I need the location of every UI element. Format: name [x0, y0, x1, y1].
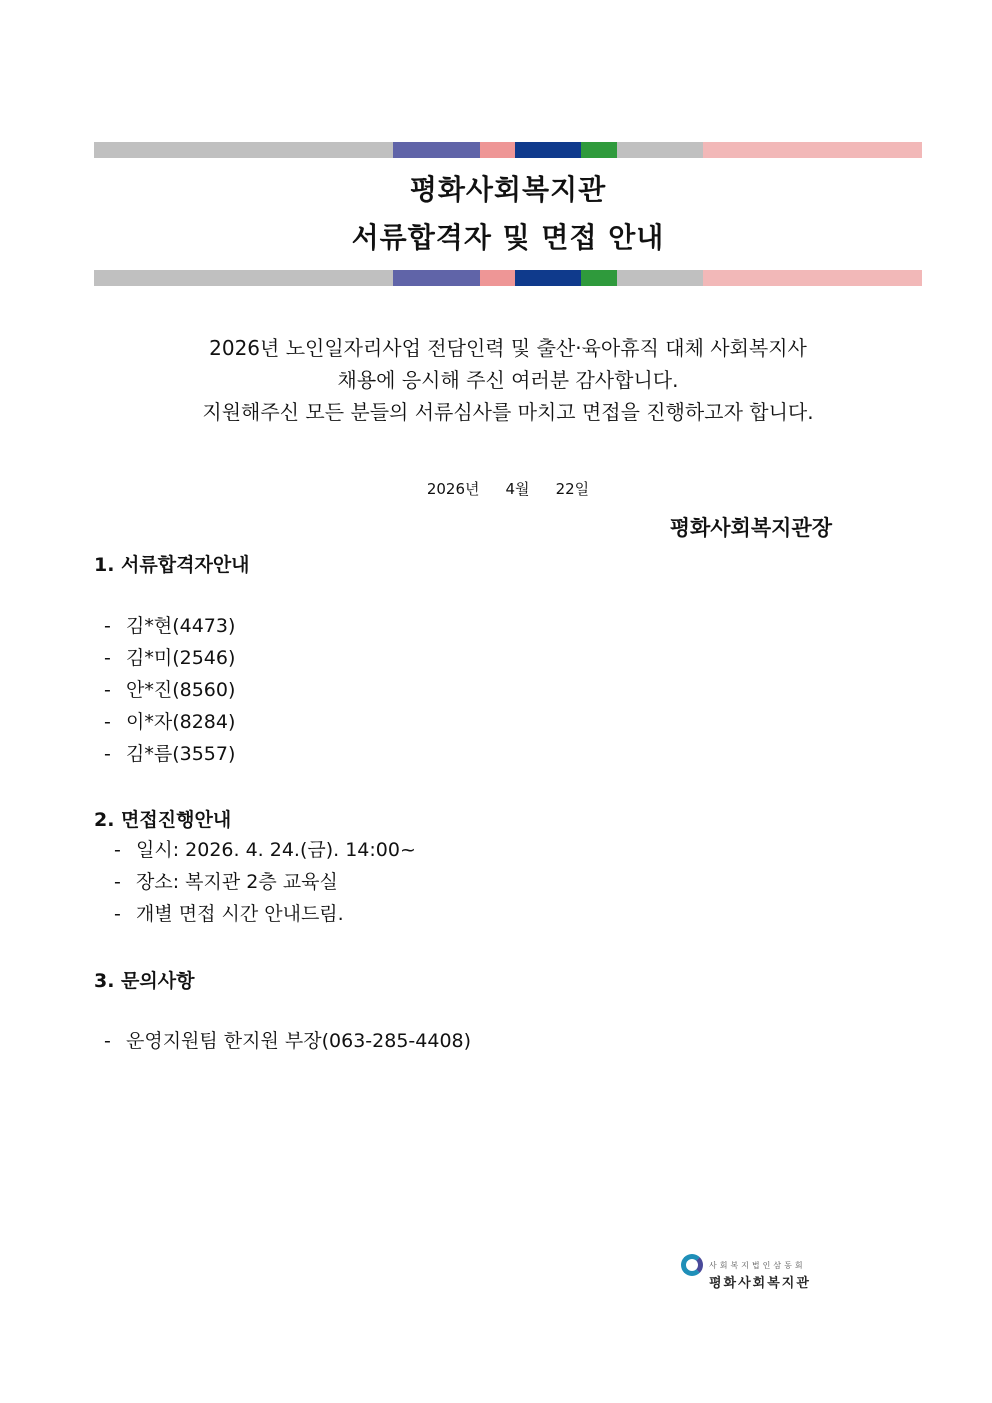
organization-title: 평화사회복지관 [409, 173, 607, 206]
bar-segment-gray [94, 142, 393, 158]
list-item: - 이*자(8284) [104, 711, 236, 733]
intro-line: 지원해주신 모든 분들의 서류심사를 마치고 면접을 진행하고자 합니다. [202, 400, 814, 424]
section-title-interview-info: 2. 면접진행안내 [94, 809, 232, 831]
intro-line: 2026년 노인일자리사업 전담인력 및 출산·육아휴직 대체 사회복지사 [209, 336, 807, 360]
bar-segment-purple [393, 270, 480, 286]
list-item: - 김*미(2546) [104, 647, 236, 669]
document-title: 서류합격자 및 면접 안내 [351, 221, 665, 254]
applicant-entry: 김*름(3557) [126, 743, 236, 765]
section-title-passed-applicants: 1. 서류합격자안내 [94, 554, 250, 576]
list-item: - 안*진(8560) [104, 679, 236, 701]
bar-segment-gray-2 [617, 142, 703, 158]
bar-segment-green [581, 142, 617, 158]
applicant-entry: 김*현(4473) [126, 615, 236, 637]
bar-segment-pink [480, 142, 515, 158]
list-item: - 운영지원팀 한지원 부장(063-285-4408) [104, 1030, 472, 1052]
interview-info-list [114, 834, 416, 930]
intro-paragraph [94, 332, 922, 428]
section-title-inquiries: 3. 문의사항 [94, 970, 195, 992]
applicant-entry: 이*자(8284) [126, 711, 236, 733]
header-color-bar-top [94, 142, 922, 158]
inquiries-list [104, 1025, 471, 1057]
interview-location: 장소: 복지관 2층 교육실 [136, 871, 338, 893]
bar-segment-green [581, 270, 617, 286]
bar-segment-gray-2 [617, 270, 703, 286]
date-month: 4월 [505, 480, 530, 498]
logo-subtitle: 사회복지법인삼동회 [709, 1261, 806, 1270]
passed-applicants-list [104, 610, 235, 770]
logo-name: 평화사회복지관 [709, 1276, 811, 1291]
issue-date [94, 478, 922, 499]
logo-ring-icon [681, 1254, 703, 1276]
contact-info: 운영지원팀 한지원 부장(063-285-4408) [126, 1030, 472, 1052]
interview-note: 개별 면접 시간 안내드림. [136, 903, 344, 925]
intro-line: 채용에 응시해 주신 여러분 감사합니다. [337, 368, 679, 392]
organization-logo [681, 1250, 831, 1296]
bar-segment-gray [94, 270, 393, 286]
bar-segment-light-pink [703, 142, 922, 158]
bar-segment-navy [515, 270, 581, 286]
date-year: 2026년 [426, 480, 480, 498]
list-item: - 일시: 2026. 4. 24.(금). 14:00~ [114, 839, 416, 861]
applicant-entry: 안*진(8560) [126, 679, 236, 701]
list-item: - 개별 면접 시간 안내드림. [114, 903, 344, 925]
date-day: 22일 [555, 480, 590, 498]
bar-segment-light-pink [703, 270, 922, 286]
bar-segment-pink [480, 270, 515, 286]
list-item: - 장소: 복지관 2층 교육실 [114, 871, 338, 893]
applicant-entry: 김*미(2546) [126, 647, 236, 669]
header-color-bar-bottom [94, 270, 922, 286]
interview-datetime: 일시: 2026. 4. 24.(금). 14:00~ [136, 839, 416, 861]
bar-segment-purple [393, 142, 480, 158]
bar-segment-navy [515, 142, 581, 158]
list-item: - 김*름(3557) [104, 743, 236, 765]
signer: 평화사회복지관장 [669, 516, 832, 540]
list-item: - 김*현(4473) [104, 615, 236, 637]
